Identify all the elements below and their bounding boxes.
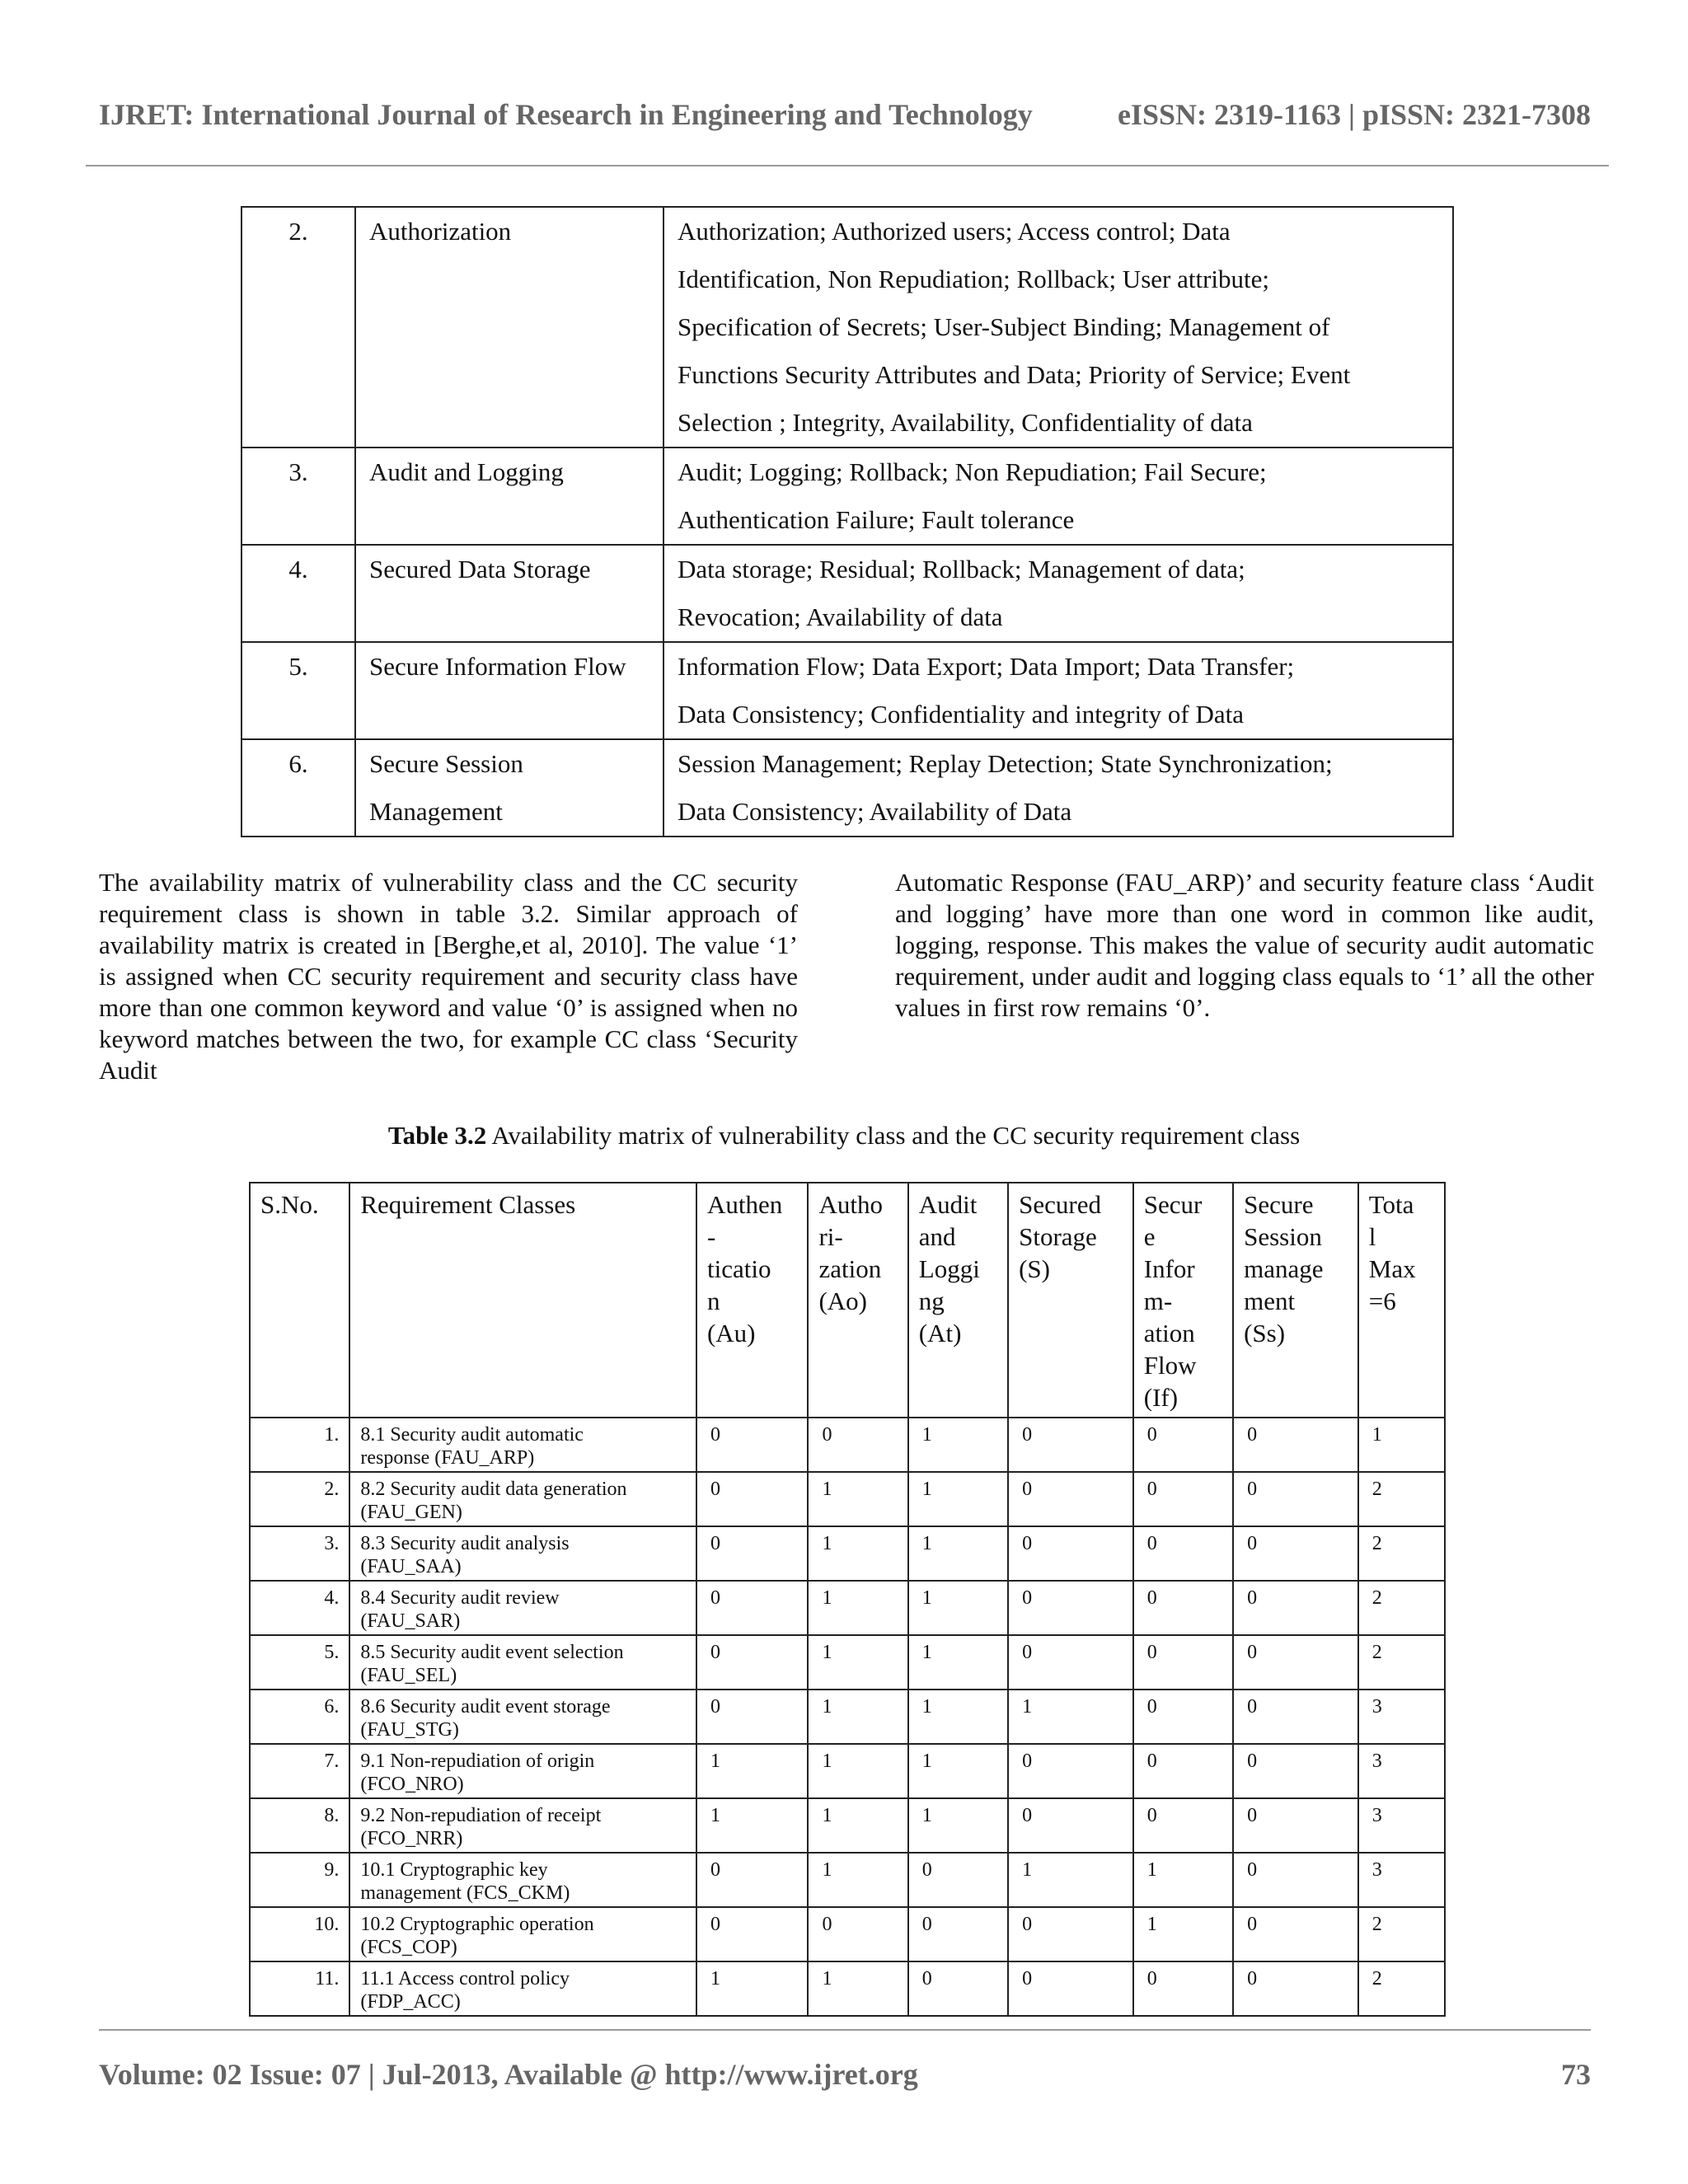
table2-value-cell: 0 [908, 1961, 1008, 2016]
table2-value-cell: 1 [908, 1472, 1008, 1526]
table2-header-line: ment [1244, 1286, 1296, 1315]
table2-value-cell: 0 [1233, 1853, 1358, 1907]
table2-class-line: (FAU_STG) [360, 1719, 459, 1741]
table2-header-line: Authen [706, 1190, 783, 1219]
table2-value-cell: 0 [1233, 1798, 1358, 1853]
table2-header-line: e [1143, 1222, 1156, 1251]
journal-title: IJRET: International Journal of Research in Engineering and Technology [99, 98, 1033, 131]
table2-header-cell [1358, 1183, 1445, 1418]
table2-class-line: (FAU_SAR) [360, 1610, 461, 1632]
table2-value-cell: 0 [1133, 1581, 1233, 1635]
table2-row [250, 1961, 1445, 2016]
table2-header-line: Storage [1019, 1222, 1097, 1251]
footer-rule [99, 2029, 1591, 2031]
table2-sno-cell: 7. [250, 1744, 349, 1798]
table2-header-line: Flow [1143, 1351, 1197, 1380]
table2-header-line: Max [1368, 1254, 1416, 1283]
table1-keyword-line: Data Consistency; Availability of Data [678, 797, 1072, 826]
table2-header-line: ng [918, 1286, 945, 1315]
table2-row [250, 1690, 1445, 1744]
table2-value-cell: 0 [696, 1581, 808, 1635]
table2-sno-cell: 9. [250, 1853, 349, 1907]
table1-keyword-line: Session Management; Replay Detection; State Synchronization; [678, 749, 1333, 778]
table1-keyword-line: Selection ; Integrity, Availability, Confidentiality of data [678, 408, 1253, 437]
table2-value-cell: 1 [1008, 1853, 1133, 1907]
table2-value-cell: 3 [1358, 1690, 1445, 1744]
table2-header-cell [1233, 1183, 1358, 1418]
table2-header-line: (At) [918, 1319, 962, 1347]
table2-value-cell: 0 [696, 1418, 808, 1472]
table2-value-cell: 0 [1233, 1744, 1358, 1798]
table2-class-cell [349, 1744, 696, 1798]
table2-class-line: 8.1 Security audit automatic [360, 1424, 584, 1446]
table2-header-line: ation [1143, 1319, 1195, 1347]
table1-row [241, 545, 1453, 642]
table2-value-cell: 2 [1358, 1581, 1445, 1635]
vulnerability-class-table [241, 206, 1454, 837]
table2-value-cell: 0 [1008, 1907, 1133, 1961]
body-column-left: The availability matrix of vulnerability class and the CC security requirement class is shown in table 3.2. Similar approach of availability matrix is created in [Berghe,et al, 2010]. The value ‘1’ is assigned when CC security requirement and security class have more than one common keyword and value ‘0’ is assigned when no keyword matches between the two, for example CC class ‘Security Audit [99, 868, 798, 1085]
table2-header-cell [1008, 1183, 1133, 1418]
table1-keywords-cell [663, 207, 1453, 448]
table2-value-cell: 0 [696, 1526, 808, 1581]
table1-class-cell: Secured Data Storage [355, 545, 663, 642]
table2-header-line: manage [1244, 1254, 1324, 1283]
table2-header-line: (If) [1143, 1383, 1179, 1412]
table2-header-line: (Au) [706, 1319, 756, 1347]
table2-sno-cell: 6. [250, 1690, 349, 1744]
table2-class-line: (FAU_GEN) [360, 1502, 462, 1523]
table-caption-label: Table 3.2 [387, 1121, 487, 1150]
table2-value-cell: 1 [696, 1798, 808, 1853]
table1-keywords-cell [663, 448, 1453, 545]
table2-value-cell: 0 [1233, 1961, 1358, 2016]
table2-value-cell: 1 [908, 1690, 1008, 1744]
table2-value-cell: 2 [1358, 1526, 1445, 1581]
table2-value-cell: 2 [1358, 1472, 1445, 1526]
table1-row [241, 207, 1453, 448]
table2-value-cell: 1 [908, 1526, 1008, 1581]
table1-number-cell: 4. [241, 545, 355, 642]
table1-class-cell: Secure Information Flow [355, 642, 663, 739]
table1-keywords-cell [663, 545, 1453, 642]
table2-row [250, 1744, 1445, 1798]
table2-class-line: 9.2 Non-repudiation of receipt [360, 1805, 602, 1826]
table2-value-cell: 0 [1133, 1744, 1233, 1798]
table2-class-cell [349, 1961, 696, 2016]
table-caption [0, 1121, 1688, 1151]
table1-number-cell: 5. [241, 642, 355, 739]
table2-value-cell: 0 [1008, 1744, 1133, 1798]
table1-class-cell: Audit and Logging [355, 448, 663, 545]
table2-value-cell: 3 [1358, 1853, 1445, 1907]
table2-value-cell: 0 [1133, 1418, 1233, 1472]
table2-class-line: 10.2 Cryptographic operation [360, 1914, 594, 1935]
table2-value-cell: 0 [1233, 1472, 1358, 1526]
table2-sno-cell: 1. [250, 1418, 349, 1472]
table2-class-line: (FAU_SEL) [360, 1665, 457, 1686]
table1-keyword-line: Audit; Logging; Rollback; Non Repudiation; Fail Secure; [678, 457, 1267, 486]
table2-header-row [250, 1183, 1445, 1418]
table2-value-cell: 1 [1008, 1690, 1133, 1744]
table1-class-cell: Authorization [355, 207, 663, 448]
table2-value-cell: 1 [808, 1581, 907, 1635]
table2-header-line: Secured [1019, 1190, 1101, 1219]
table2-class-line: (FAU_SAA) [360, 1556, 462, 1577]
table2-value-cell: 3 [1358, 1798, 1445, 1853]
table2-value-cell: 1 [696, 1744, 808, 1798]
table2-value-cell: 1 [908, 1581, 1008, 1635]
table2-value-cell: 0 [808, 1907, 907, 1961]
table2-value-cell: 2 [1358, 1907, 1445, 1961]
table2-class-cell [349, 1418, 696, 1472]
table2-value-cell: 1 [1358, 1418, 1445, 1472]
table1-keyword-line: Information Flow; Data Export; Data Import; Data Transfer; [678, 652, 1295, 681]
table2-value-cell: 1 [808, 1853, 907, 1907]
table2-class-cell [349, 1581, 696, 1635]
table2-value-cell: 0 [1233, 1418, 1358, 1472]
table2-row [250, 1581, 1445, 1635]
table2-header-line: Secure [1244, 1190, 1314, 1219]
table1-number-cell: 3. [241, 448, 355, 545]
table2-header-line: and [918, 1222, 956, 1251]
table2-row [250, 1526, 1445, 1581]
table2-class-line: 8.6 Security audit event storage [360, 1696, 611, 1718]
table2-sno-cell: 10. [250, 1907, 349, 1961]
table2-header-line: - [706, 1222, 716, 1251]
table1-keyword-line: Data Consistency; Confidentiality and integrity of Data [678, 700, 1245, 729]
table2-value-cell: 0 [1233, 1690, 1358, 1744]
table2-value-cell: 0 [1133, 1472, 1233, 1526]
table2-value-cell: 0 [808, 1418, 907, 1472]
table1-keyword-line: Functions Security Attributes and Data; Priority of Service; Event [678, 360, 1351, 389]
table2-value-cell: 0 [1008, 1798, 1133, 1853]
table2-value-cell: 0 [1008, 1635, 1133, 1690]
availability-matrix-table [249, 1182, 1446, 2017]
table2-value-cell: 1 [808, 1690, 907, 1744]
table2-sno-cell: 5. [250, 1635, 349, 1690]
table1-keyword-line: Identification, Non Repudiation; Rollback; User attribute; [678, 265, 1269, 293]
table2-class-line: 10.1 Cryptographic key [360, 1859, 548, 1881]
issn-info: eISSN: 2319-1163 | pISSN: 2321-7308 [1118, 98, 1591, 131]
table2-value-cell: 1 [908, 1744, 1008, 1798]
table2-class-line: (FDP_ACC) [360, 1991, 461, 2013]
table2-value-cell: 0 [1008, 1526, 1133, 1581]
table2-header-line: (Ss) [1244, 1319, 1286, 1347]
table2-value-cell: 0 [696, 1853, 808, 1907]
table2-class-cell [349, 1526, 696, 1581]
table2-header-cell [696, 1183, 808, 1418]
table2-value-cell: 1 [908, 1635, 1008, 1690]
table2-header-cell [250, 1183, 349, 1418]
table2-header-line: Loggi [918, 1254, 980, 1283]
table1-keyword-line: Authorization; Authorized users; Access control; Data [678, 217, 1231, 246]
table2-header-line: zation [818, 1254, 882, 1283]
table2-value-cell: 0 [1233, 1581, 1358, 1635]
table2-header-line: (S) [1019, 1254, 1050, 1283]
table2-class-line: 8.2 Security audit data generation [360, 1479, 627, 1500]
table2-header-line: Secur [1143, 1190, 1203, 1219]
table-caption-text: Availability matrix of vulnerability class and the CC security requirement class [486, 1121, 1301, 1150]
table2-value-cell: 0 [1133, 1690, 1233, 1744]
table2-value-cell: 0 [1008, 1472, 1133, 1526]
table2-class-line: 9.1 Non-repudiation of origin [360, 1750, 595, 1772]
table1-number-cell: 2. [241, 207, 355, 448]
table2-value-cell: 0 [696, 1472, 808, 1526]
table2-sno-cell: 4. [250, 1581, 349, 1635]
table2-header-cell [908, 1183, 1008, 1418]
table2-row [250, 1418, 1445, 1472]
table2-header-line: Requirement Classes [360, 1190, 576, 1219]
table2-value-cell: 0 [1133, 1961, 1233, 2016]
table2-header-line: S.No. [260, 1190, 319, 1219]
table2-header-cell [808, 1183, 907, 1418]
table2-class-line: response (FAU_ARP) [360, 1447, 535, 1469]
table2-value-cell: 0 [908, 1853, 1008, 1907]
table1-number-cell: 6. [241, 739, 355, 837]
table2-class-cell [349, 1798, 696, 1853]
table2-value-cell: 0 [696, 1907, 808, 1961]
table2-class-line: 8.3 Security audit analysis [360, 1533, 570, 1554]
table2-value-cell: 0 [908, 1907, 1008, 1961]
table2-header-line: (Ao) [818, 1286, 867, 1315]
table2-sno-cell: 2. [250, 1472, 349, 1526]
table1-keyword-line: Revocation; Availability of data [678, 602, 1003, 631]
table1-keyword-line: Authentication Failure; Fault tolerance [678, 505, 1075, 534]
table2-value-cell: 0 [1008, 1418, 1133, 1472]
table2-class-cell [349, 1635, 696, 1690]
table2-row [250, 1798, 1445, 1853]
table2-row [250, 1635, 1445, 1690]
table1-keyword-line: Specification of Secrets; User-Subject Binding; Management of [678, 312, 1330, 341]
table2-value-cell: 0 [1133, 1798, 1233, 1853]
table2-header-line: Tota [1368, 1190, 1414, 1219]
table2-row [250, 1907, 1445, 1961]
table2-header-line: Autho [818, 1190, 883, 1219]
volume-info: Volume: 02 Issue: 07 | Jul-2013, Available @ http://www.ijret.org [99, 2058, 918, 2091]
table2-header-line: l [1368, 1222, 1376, 1251]
table2-value-cell: 1 [808, 1744, 907, 1798]
table2-header-line: =6 [1368, 1286, 1396, 1315]
table2-row [250, 1472, 1445, 1526]
table2-value-cell: 1 [808, 1961, 907, 2016]
table2-value-cell: 1 [808, 1472, 907, 1526]
table2-class-line: 8.5 Security audit event selection [360, 1642, 624, 1663]
table2-value-cell: 0 [1133, 1526, 1233, 1581]
table2-header-line: ticatio [706, 1254, 771, 1283]
body-column-right: Automatic Response (FAU_ARP)’ and security feature class ‘Audit and logging’ have more than one word in common like audit, logging, response. This makes the value of security audit automatic requirement, under audit and logging class equals to ‘1’ all the other values in first row remains ‘0’. [895, 868, 1594, 1022]
table2-value-cell: 0 [1233, 1635, 1358, 1690]
table2-value-cell: 1 [908, 1418, 1008, 1472]
table2-value-cell: 1 [1133, 1853, 1233, 1907]
table2-class-cell [349, 1690, 696, 1744]
table2-value-cell: 1 [908, 1798, 1008, 1853]
table2-class-line: 11.1 Access control policy [360, 1968, 570, 1990]
table2-value-cell: 0 [1233, 1907, 1358, 1961]
table1-class-cell: Secure Session Management [355, 739, 663, 837]
table2-header-line: n [706, 1286, 720, 1315]
table2-class-cell [349, 1907, 696, 1961]
table2-class-line: 8.4 Security audit review [360, 1587, 560, 1609]
header-rule [86, 165, 1609, 166]
table2-header-line: ri- [818, 1222, 843, 1251]
table2-header-line: Infor [1143, 1254, 1195, 1283]
page-number: 73 [1561, 2058, 1591, 2091]
table2-sno-cell: 8. [250, 1798, 349, 1853]
table2-value-cell: 0 [1008, 1581, 1133, 1635]
table2-sno-cell: 3. [250, 1526, 349, 1581]
table2-class-line: management (FCS_CKM) [360, 1882, 570, 1904]
table1-row [241, 448, 1453, 545]
table2-header-cell [349, 1183, 696, 1418]
table2-header-line: Session [1244, 1222, 1322, 1251]
table2-value-cell: 1 [808, 1635, 907, 1690]
table2-value-cell: 3 [1358, 1744, 1445, 1798]
table2-value-cell: 0 [696, 1635, 808, 1690]
table2-sno-cell: 11. [250, 1961, 349, 2016]
table2-value-cell: 1 [808, 1526, 907, 1581]
table1-row [241, 642, 1453, 739]
table2-class-line: (FCO_NRO) [360, 1774, 464, 1795]
table2-class-cell [349, 1472, 696, 1526]
table2-value-cell: 0 [696, 1690, 808, 1744]
table2-value-cell: 0 [1133, 1635, 1233, 1690]
table2-class-line: (FCO_NRR) [360, 1828, 463, 1849]
table2-header-line: m- [1143, 1286, 1173, 1315]
table2-value-cell: 2 [1358, 1961, 1445, 2016]
table2-value-cell: 1 [1133, 1907, 1233, 1961]
table2-header-cell [1133, 1183, 1233, 1418]
table2-header-line: Audit [918, 1190, 978, 1219]
table1-keywords-cell [663, 739, 1453, 837]
table2-value-cell: 1 [808, 1798, 907, 1853]
table1-keywords-cell [663, 642, 1453, 739]
table2-value-cell: 2 [1358, 1635, 1445, 1690]
table2-value-cell: 0 [1233, 1526, 1358, 1581]
table1-row [241, 739, 1453, 837]
table2-value-cell: 1 [696, 1961, 808, 2016]
table1-keyword-line: Data storage; Residual; Rollback; Management of data; [678, 555, 1245, 583]
table2-row [250, 1853, 1445, 1907]
table2-class-cell [349, 1853, 696, 1907]
table2-class-line: (FCS_COP) [360, 1937, 457, 1958]
table2-value-cell: 0 [1008, 1961, 1133, 2016]
